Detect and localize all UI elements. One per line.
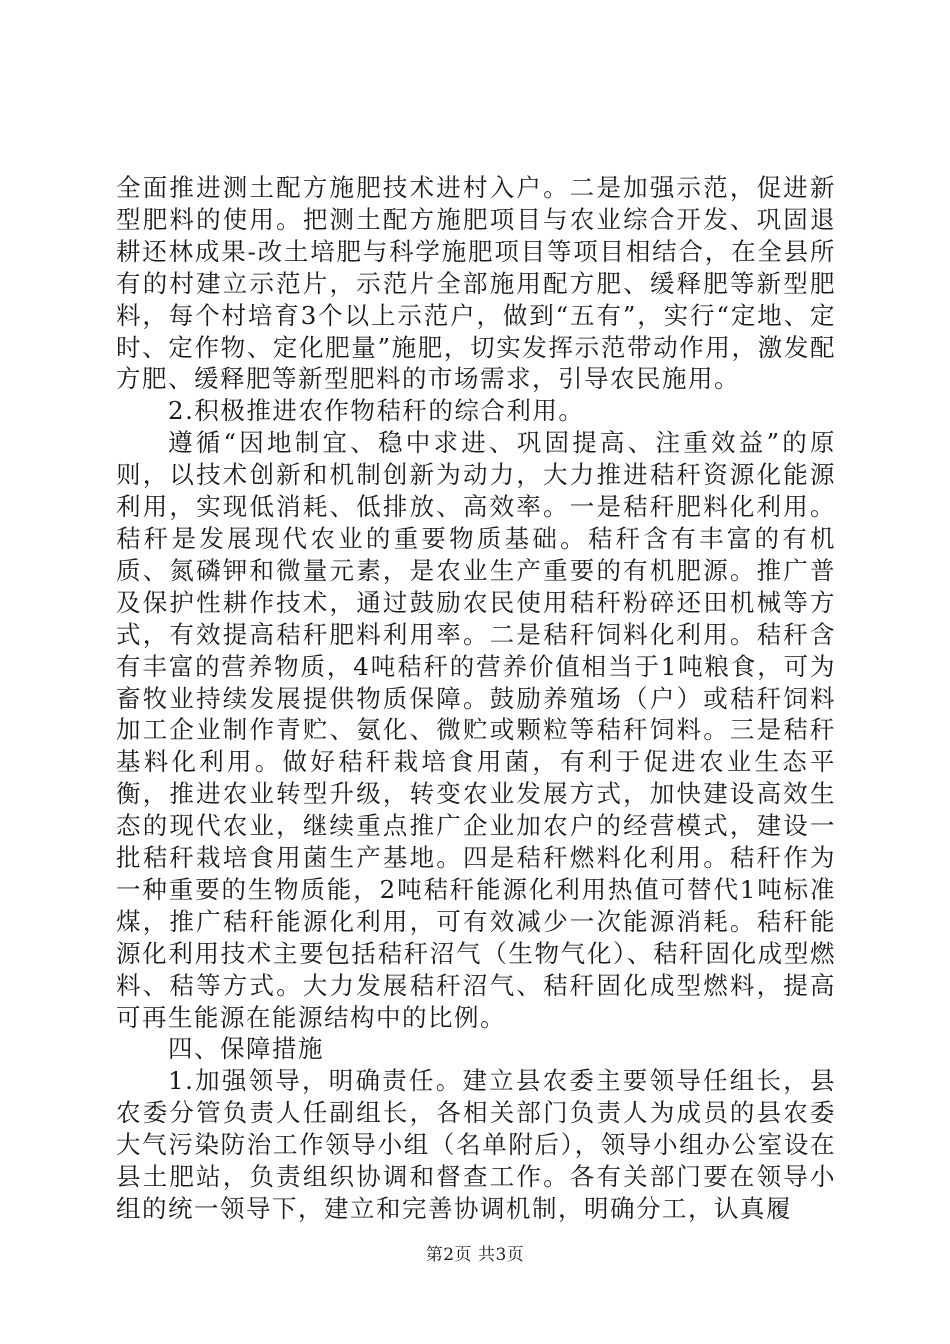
page-number-footer: 第2页 共3页 [425, 1245, 525, 1265]
section-heading-straw-utilization: 2.积极推进农作物秸秆的综合利用。 [168, 396, 585, 426]
document-body [116, 172, 836, 1225]
section-heading-safeguard-measures: 四、保障措施 [168, 1034, 324, 1064]
paragraph-straw-utilization: 遵循“因地制宜、稳中求进、巩固提高、注重效益”的原则，以技术创新和机制创新为动力，大力推进秸秆资源化能源利用，实现低消耗、低排放、高效率。一是秸秆肥料化利用。秸秆是发展现代农业的重要物质基础。秸秆含有丰富的有机质、氮磷钾和微量元素，是农业生产重要的有机肥源。推广普及保护性耕作技术，通过鼓励农民使用秸秆粉碎还田机械等方式，有效提高秸秆肥料利用率。二是秸秆饲料化利用。秸秆含有丰富的营养物质，4吨秸秆的营养价值相当于1吨粮食，可为畜牧业持续发展提供物质保障。鼓励养殖场（户）或秸秆饲料加工企业制作青贮、氨化、微贮或颗粒等秸秆饲料。三是秸秆基料化利用。做好秸秆栽培食用菌，有利于促进农业生态平衡，推进农业转型升级，转变农业发展方式，加快建设高效生态的现代农业，继续重点推广企业加农户的经营模式，建设一批秸秆栽培食用菌生产基地。四是秸秆燃料化利用。秸秆作为一种重要的生物质能，2吨秸秆能源化利用热值可替代1吨标准煤，推广秸秆能源化利用，可有效减少一次能源消耗。秸秆能源化利用技术主要包括秸秆沼气（生物气化）、秸秆固化成型燃料、秸等方式。大力发展秸秆沼气、秸秆固化成型燃料，提高可再生能源在能源结构中的比例。 [116, 428, 836, 1032]
paragraph-fertilizer-demonstration: 全面推进测土配方施肥技术进村入户。二是加强示范，促进新型肥料的使用。把测土配方施肥项目与农业综合开发、巩固退耕还林成果-改土培肥与科学施肥项目等项目相结合，在全县所有的村建立示范片，示范片全部施用配方肥、缓释肥等新型肥料，每个村培育3个以上示范户，做到“五有”，实行“定地、定时、定作物、定化肥量”施肥，切实发挥示范带动作用，激发配方肥、缓释肥等新型肥料的市场需求，引导农民施用。 [116, 173, 836, 394]
paragraph-leadership-responsibility: 1.加强领导，明确责任。建立县农委主要领导任组长，县农委分管负责人任副组长，各相关部门负责人为成员的县农委大气污染防治工作领导小组（名单附后），领导小组办公室设在县土肥站，负责组织协调和督查工作。各有关部门要在领导小组的统一领导下，建立和完善协调机制，明确分工，认真履 [116, 1066, 836, 1223]
